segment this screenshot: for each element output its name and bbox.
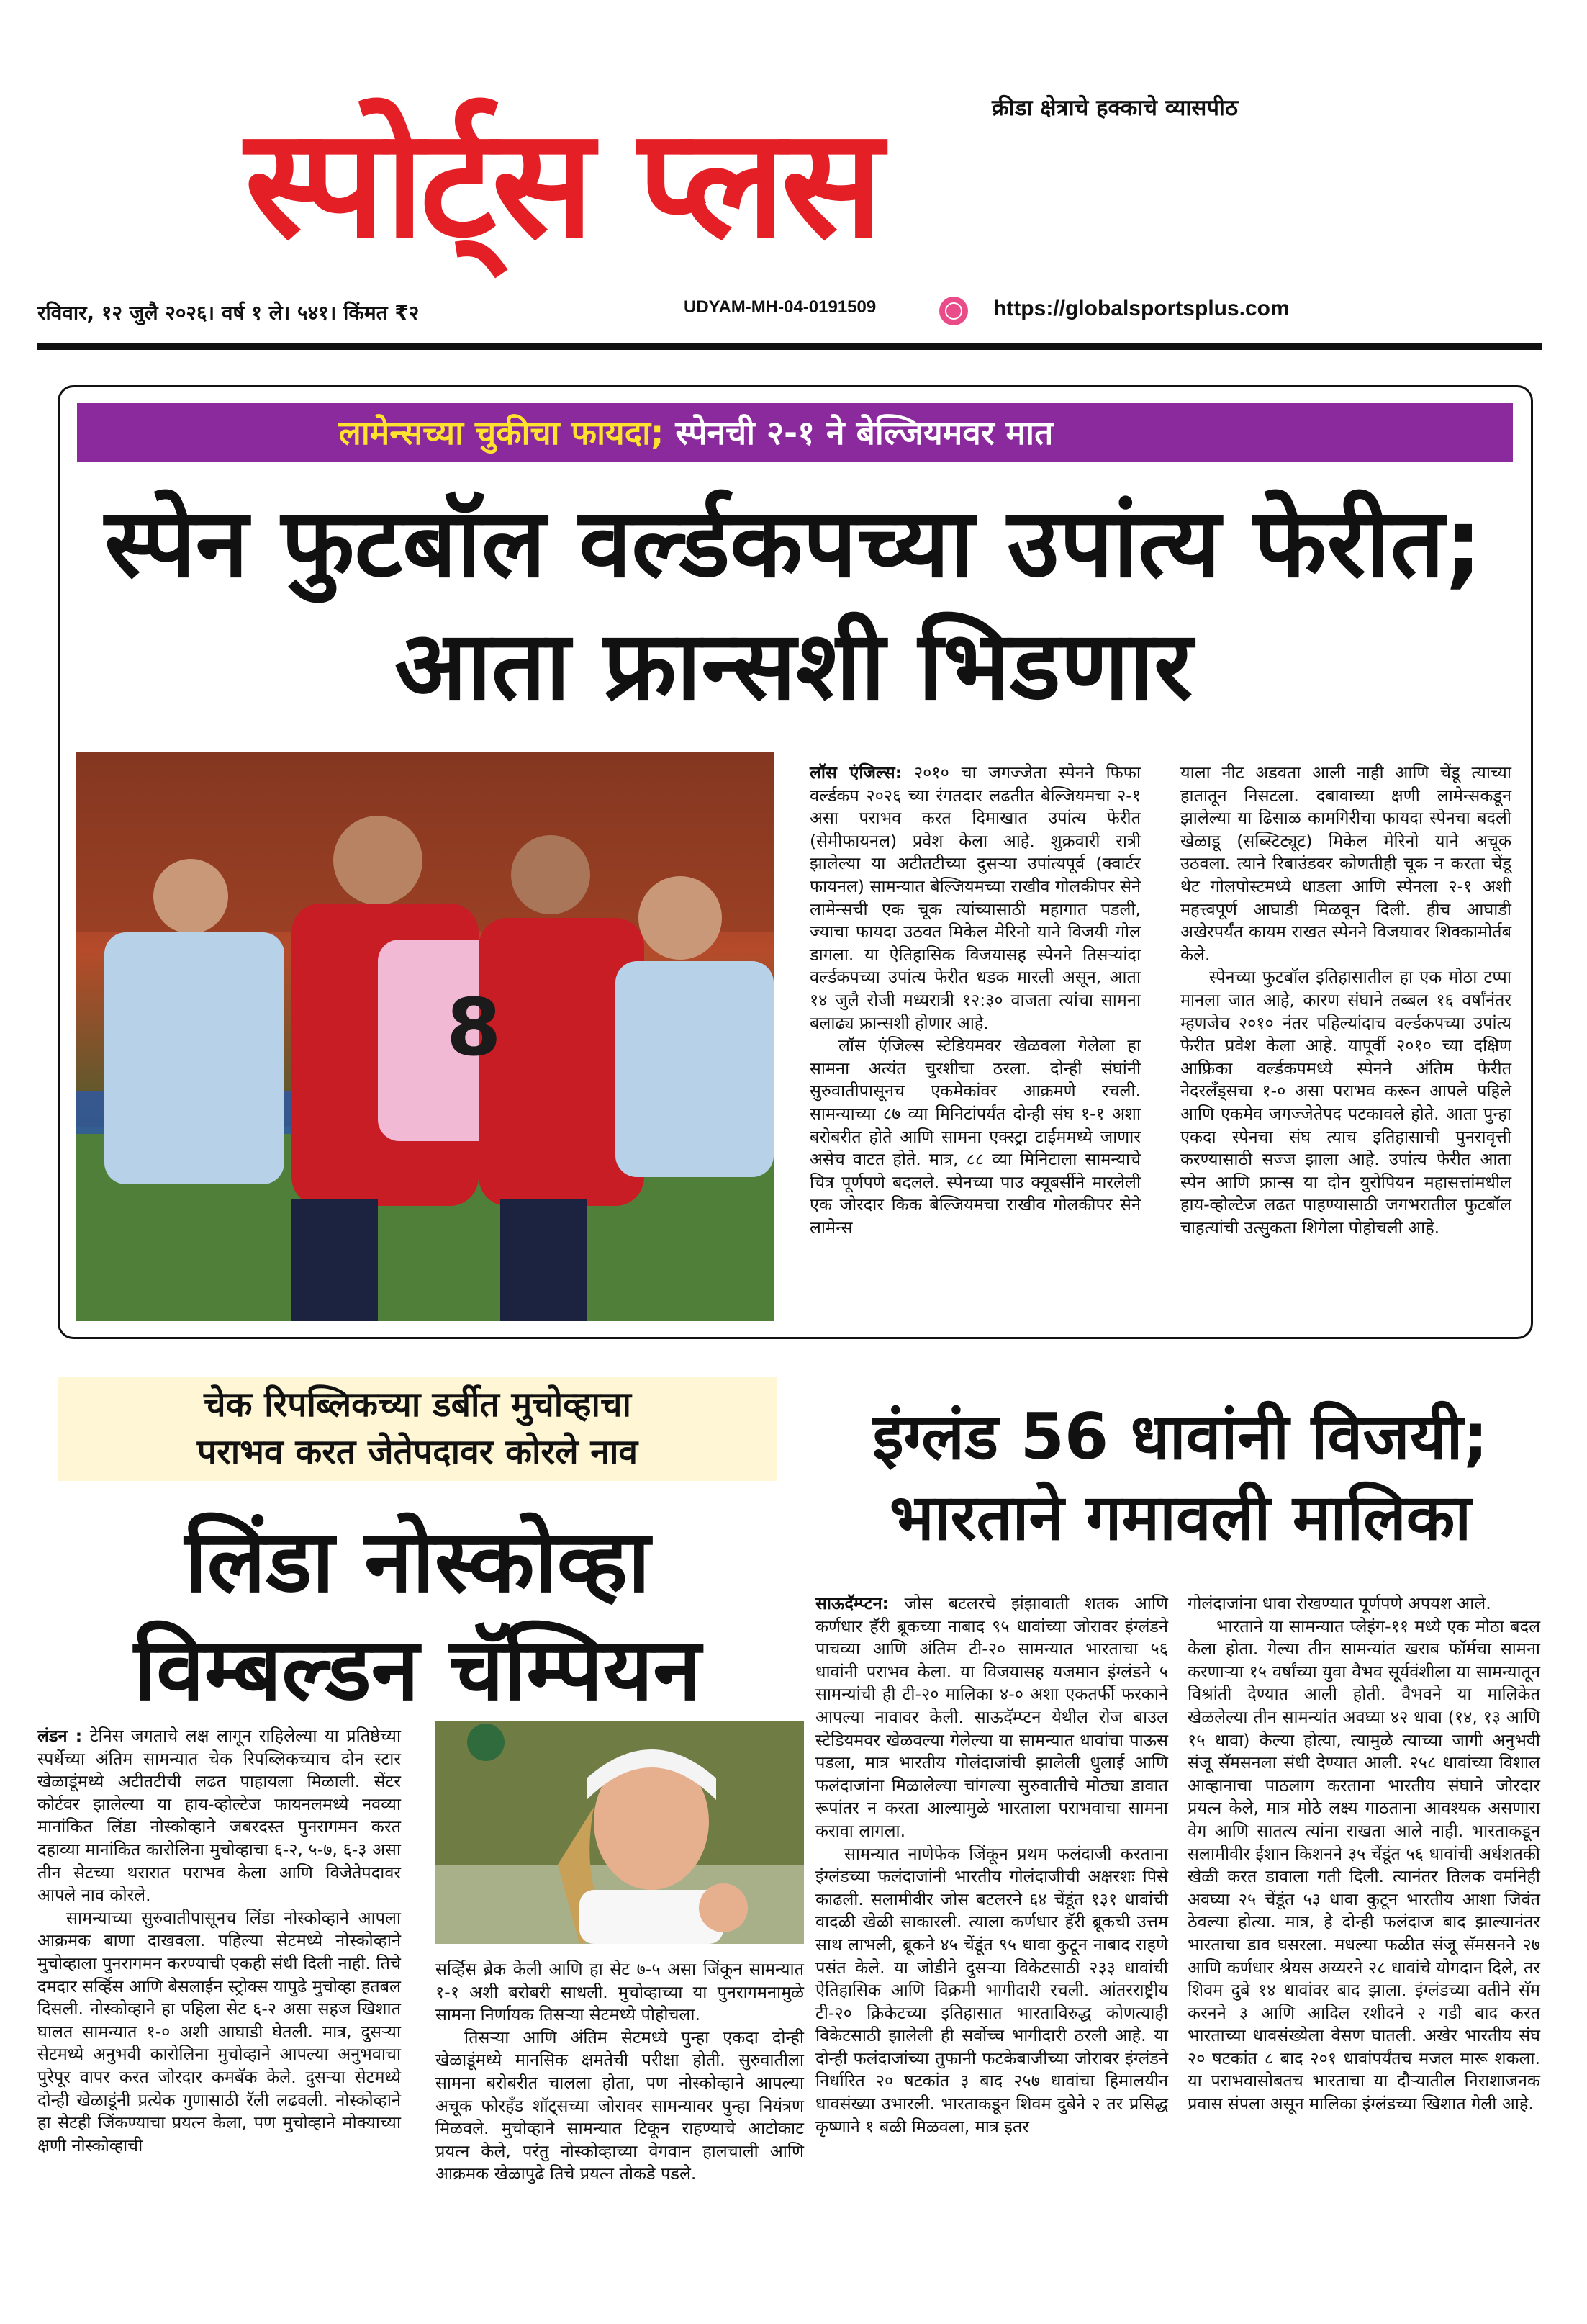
article-paragraph: भारताने या सामन्यात प्लेइंग-११ मध्ये एक मोठा बदल केला होता. गेल्या तीन सामन्यांत खराब फॉर्मचा सामना करणाऱ्या १५ वर्षांच्या युवा वैभव सूर्यवंशीला या सामन्यातून विश्रांती देण्यात आली होती. वैभवने या मालिकेत खेळलेल्या तीन सामन्यांत अवघ्या ४२ धावा (१४, १३ आणि १५ धावा) केल्या होत्या, त्यामुळे त्याच्या जागी अनुभवी संजू सॅमसनला संधी देण्यात आली. २५८ धावांच्या विशाल आव्हानाचा पाठलाग करताना भारतीय संघाने जोरदार प्रयत्न केले, मात्र मोठे लक्ष्य गाठताना आवश्यक असणारा वेग आणि सातत्य त्यांना राखता आले नाही. भारताकडून सलामीवीर ईशान किशनने ३५ चेंडूंत ५६ धावांची अर्धशतकी खेळी करत डावाला गती दिली. त्यानंतर तिलक वर्मानेही अवघ्या २५ चेंडूंत ५३ धावा कुटून भारतीय आशा जिवंत ठेवल्या होत्या. मात्र, हे दोन्ही फलंदाज बाद झाल्यानंतर भारताचा डाव घसरला. मधल्या फळीत संजू सॅमसनने २७ आणि कर्णधार श्रेयस अय्यरने २८ धावांचे योगदान दिले, तर शिवम दुबे १४ धावांवर बाद झाला. इंग्लंडच्या वतीने सॅम करनने ३ आणि आदिल रशीदने २ गडी बाद करत भारताच्या धावसंख्येला वेसण घातली. अखेर भारतीय संघ २० षटकांत ८ बाद २०१ धावांपर्यंतच मजल मारू शकला. या पराभवासोबतच भारताचा या दौऱ्यातील निराशाजनक प्रवास संपला असून मालिका इंग्लंडच्या खिशात गेली आहे. — [1188, 1616, 1540, 2114]
tagline: क्रीडा क्षेत्राचे हक्काचे व्यासपीठ — [992, 95, 1238, 121]
headline-line: विम्बल्डन चॅम्पियन — [134, 1620, 701, 1720]
linda-article-column-2 — [435, 1958, 804, 2318]
article-paragraph: तिसऱ्या आणि अंतिम सेटमध्ये पुन्हा एकदा दोन्ही खेळाडूंमध्ये मानसिक क्षमतेची परीक्षा होती. सुरुवातीला सामना बरोबरीत चालला होता, पण नोस्कोव्हाने आपल्या अचूक फोरहँड शॉट्सच्या जोरावर सामन्यावर पुन्हा नियंत्रण मिळवले. मुचोव्हाने सामन्यात टिकून राहण्याचे आटोकाट प्रयत्न केले, परंतु नोस्कोव्हाच्या वेगवान हालचाली आणि आक्रमक खेळापुढे तिचे प्रयत्न तोकडे पडले. — [435, 2027, 804, 2184]
masthead-rule — [37, 343, 1542, 350]
newspaper-logo: स्पोर्ट्स प्लस — [245, 95, 880, 271]
article-paragraph: याला नीट अडवता आली नाही आणि चेंडू त्याच्या हातातून निसटला. दबावाच्या क्षणी लामेन्सकडून झालेल्या या ढिसाळ कामगिरीचा फायदा स्पेनचा बदली खेळाडू (सब्स्टिट्यूट) मिकेल मेरिनो याने अचूक उठवला. त्याने रिबाउंडवर कोणतीही चूक न करता चेंडू थेट गोलपोस्टमध्ये धाडला आणि स्पेनला २-१ अशी महत्त्वपूर्ण आघाडी मिळवून दिली. हीच आघाडी अखेरपर्यंत कायम राखत स्पेनने विजयावर शिक्कामोर्तब केले. — [1180, 762, 1511, 965]
website-link[interactable]: https://globalsportsplus.com — [993, 297, 1290, 320]
spain-photo-illustration — [76, 752, 774, 1321]
linda-photo-illustration — [435, 1721, 804, 1944]
kicker-text: स्पेनची २-१ ने बेल्जियमवर मात — [664, 413, 1054, 452]
england-headline — [813, 1397, 1547, 1558]
spain-article-column-2 — [1180, 762, 1511, 1330]
headline-line: इंग्लंड 56 धावांनी विजयी; — [872, 1400, 1488, 1474]
article-paragraph — [37, 1725, 401, 1907]
main-headline: स्पेन फुटबॉल वर्ल्डकपच्या उपांत्य फेरीत; आता फ्रान्सशी भिडणार — [104, 488, 1483, 721]
article-dateline: लॉस एंजिल्स: — [810, 762, 903, 783]
article-paragraph: स्पेनच्या फुटबॉल इतिहासातील हा एक मोठा टप्पा मानला जात आहे, कारण संघाने तब्बल १६ वर्षांनंतर म्हणजेच २०१० नंतर पहिल्यांदाच वर्ल्डकपच्या उपांत्य फेरीत प्रवेश केला आहे. यापूर्वी २०१० च्या दक्षिण आफ्रिका वर्ल्डकपमध्ये स्पेनने अंतिम फेरीत नेदरलँड्सचा १-० असा पराभव करून आपले पहिले आणि एकमेव जगज्जेतेपद पटकावले होते. आता पुन्हा एकदा स्पेनचा संघ त्याच इतिहासाची पुनरावृत्ती करण्यासाठी सज्ज झाला आहे. उपांत्य फेरीत आता स्पेन आणि फ्रान्स या दोन युरोपियन महासत्तांमधील हाय-व्होल्टेज लढत पाहण्यासाठी जगभरातील फुटबॉल चाहत्यांची उत्सुकता शिगेला पोहोचली आहे. — [1180, 967, 1511, 1238]
registration-number: UDYAM-MH-04-0191509 — [684, 297, 877, 317]
article-dateline: साऊदॅम्प्टन: — [815, 1593, 890, 1613]
paragraph-text: २०१० चा जगज्जेता स्पेनने फिफा वर्ल्डकप २०२६ च्या रंगतदार लढतीत बेल्जियमचा २-१ असा पराभव करत दिमाखात उपांत्य फेरीत (सेमीफायनल) प्रवेश केला आहे. शुक्रवारी रात्री झालेल्या या अटीतटीच्या दुसऱ्या उपांत्यपूर्व (क्वार्टर फायनल) सामन्यात बेल्जियमच्या राखीव गोलकीपर सेने लामेन्सची एक चूक त्यांच्यासाठी महागात पडली, ज्याचा फायदा उठवत मिकेल मेरिनो याने विजयी गोल डागला. या ऐतिहासिक विजयासह स्पेनने तिसऱ्यांदा वर्ल्डकपच्या उपांत्य फेरीत धडक मारली असून, आता १४ जुलै रोजी मध्यरात्री १२:३० वाजता त्यांचा सामना बलाढ्य फ्रान्सशी होणार आहे. — [810, 762, 1141, 1033]
article-paragraph: सामन्यात नाणेफेक जिंकून प्रथम फलंदाजी करताना इंग्लंडच्या फलंदाजांनी भारतीय गोलंदाजीची अक्षरशः पिसे काढली. सलामीवीर जोस बटलरने ६४ चेंडूंत १३१ धावांची वादळी खेळी साकारली. त्याला कर्णधार हॅरी ब्रूकची उत्तम साथ लाभली, ब्रूकने ४५ चेंडूंत ९५ धावा कुटून नाबाद राहणे पसंत केले. या जोडीने दुसऱ्या विकेटसाठी २३३ धावांची ऐतिहासिक आणि विक्रमी भागीदारी रचली. आंतरराष्ट्रीय टी-२० क्रिकेटच्या इतिहासात भारताविरुद्ध कोणत्याही विकेटसाठी झालेली ही सर्वोच्च भागीदारी ठरली आहे. या दोन्ही फलंदाजांच्या तुफानी फटकेबाजीच्या जोरावर इंग्लंडने निर्धारित २० षटकांत ३ बाद २५७ धावांचा हिमालयीन धावसंख्या उभारली. भारताकडून शिवम दुबेने २ तर प्रसिद्ध कृष्णाने १ बळी मिळवला, मात्र इतर — [815, 1843, 1168, 2137]
linda-noskova-photo — [435, 1721, 804, 1944]
subheading-line: चेक रिपब्लिकच्या डर्बीत मुचोव्हाचा — [204, 1384, 631, 1425]
kicker — [77, 403, 1315, 462]
article-paragraph: लॉस एंजिल्स स्टेडियमवर खेळवला गेलेला हा सामना अत्यंत चुरशीचा ठरला. दोन्ही संघांनी सुरुवातीपासूनच एकमेकांवर आक्रमणे रचली. सामन्याच्या ८७ व्या मिनिटांपर्यंत दोन्ही संघ १-१ अशा बरोबरीत होते आणि सामना एक्स्ट्रा टाईममध्ये जाणार असेच वाटत होते. मात्र, ८८ व्या मिनिटाला सामन्याचे चित्र पूर्णपणे बदलले. स्पेनच्या पाउ क्यूबर्सीने मारलेली एक जोरदार किक बेल्जियमचा राखीव गोलकीपर सेने लामेन्स — [810, 1035, 1141, 1238]
paragraph-text: जोस बटलरचे झंझावाती शतक आणि कर्णधार हॅरी ब्रूकच्या नाबाद ९५ धावांच्या जोरावर इंग्लंडने पाचव्या आणि अंतिम टी-२० सामन्यात भारताचा ५६ धावांनी पराभव केला. या विजयासह यजमान इंग्लंडने ५ सामन्यांची ही टी-२० मालिका ४-० अशा एकतर्फी फरकाने आपल्या नावावर केली. साऊदॅम्प्टन येथील रोज बाउल स्टेडियमवर खेळवल्या गेलेल्या या सामन्यात धावांचा पाऊस पडला, मात्र भारतीय गोलंदाजांची झालेली धुलाई आणि फलंदाजांना मिळालेल्या चांगल्या सुरुवातीचे मोठ्या डावात रूपांतर न करता आल्यामुळे भारताला पराभवाचा सामना करावा लागला. — [815, 1593, 1168, 1841]
subheading-line: पराभव करत जेतेपदावर कोरले नाव — [196, 1432, 638, 1472]
paragraph-text: टेनिस जगताचे लक्ष लागून राहिलेल्या या प्रतिष्ठेच्या स्पर्धेच्या अंतिम सामन्यात चेक रिपब्लिकच्याच दोन स्टार खेळाडूंमध्ये अटीतटीची लढत पाहायला मिळाली. सेंटर कोर्टवर झालेल्या या हाय-व्होल्टेज फायनलमध्ये नवव्या मानांकित लिंडा नोस्कोव्हाने जबरदस्त पुनरागमन करत दहाव्या मानांकित कारोलिना मुचोव्हाचा ६-२, ५-७, ६-३ असा तीन सेटच्या थरारात पराभव केला आणि विजेतेपदावर आपले नाव कोरले. — [37, 1726, 401, 1906]
spain-article-column-1 — [810, 762, 1141, 1330]
masthead — [0, 0, 1587, 338]
svg-text:8: 8 — [446, 981, 502, 1073]
spain-team-celebration-photo — [76, 752, 774, 1321]
england-article-column-2 — [1188, 1593, 1540, 2312]
article-paragraph: गोलंदाजांना धावा रोखण्यात पूर्णपणे अपयश आले. — [1188, 1593, 1491, 1613]
article-paragraph — [815, 1593, 1168, 1843]
headline-line: लिंडा नोस्कोव्हा — [184, 1512, 651, 1612]
kicker-highlight: लामेन्सच्या चुकीचा फायदा; — [338, 413, 664, 452]
article-paragraph — [810, 762, 1141, 1035]
kicker-bar — [77, 403, 1513, 462]
article-paragraph: सामन्याच्या सुरुवातीपासूनच लिंडा नोस्कोव्हाने आपला आक्रमक बाणा दाखवला. पहिल्या सेटमध्ये नोस्कोव्हाने मुचोव्हाला पुनरागमन करण्याची एकही संधी दिली नाही. तिचे दमदार सर्व्हिस आणि बेसलाईन स्ट्रोक्स यापुढे मुचोव्हा हतबल दिसली. नोस्कोव्हाने हा पहिला सेट ६-२ असा सहज खिशात घालत सामन्यात १-० अशी आघाडी घेतली. मात्र, दुसऱ्या सेटमध्ये अनुभवी कारोलिना मुचोव्हाने आपल्या अनुभवाचा पुरेपूर वापर करत जोरदार कमबॅक केले. दुसऱ्या सेटमध्ये दोन्ही खेळाडूंनी प्रत्येक गुणासाठी रॅली लढवली. नोस्कोव्हाने हा सेटही जिंकण्याचा प्रयत्न केला, पण मुचोव्हाने मोक्याच्या क्षणी नोस्कोव्हाची — [37, 1907, 401, 2156]
linda-subheading — [58, 1381, 777, 1476]
headline-line: भारताने गमावली मालिका — [889, 1480, 1472, 1554]
england-article-column-1 — [815, 1593, 1168, 2312]
globe-icon — [939, 297, 968, 325]
article-paragraph: सर्व्हिस ब्रेक केली आणि हा सेट ७-५ असा जिंकून सामन्यात १-१ अशी बरोबरी साधली. मुचोव्हाच्या या पुनरागमनामुळे सामना निर्णायक तिसऱ्या सेटमध्ये पोहोचला. — [435, 1959, 804, 2025]
linda-headline — [29, 1508, 806, 1724]
issue-dateline: रविवार, १२ जुलै २०२६। वर्ष १ ले। ५४१। किंमत ₹२ — [37, 301, 420, 325]
article-dateline: लंडन : — [37, 1726, 83, 1746]
linda-article-column-1 — [37, 1725, 401, 2308]
